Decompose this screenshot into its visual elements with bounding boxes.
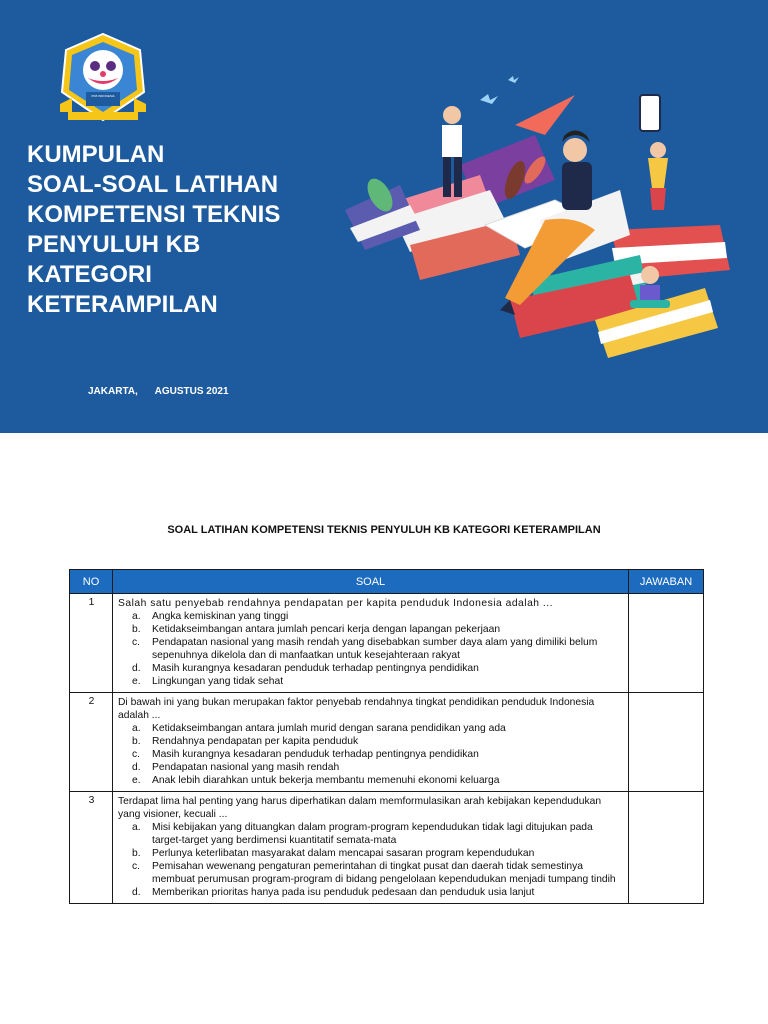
option-letter: a. [132, 723, 141, 734]
option-letter: a. [132, 611, 141, 622]
cover-title [27, 140, 347, 320]
option-text: Pendapatan nasional yang masih rendah yang disebabkan sumber daya alam yang dimiliki belum sepenuhnya dikelola dan di manfaatkan untuk kesejahteraan rakyat [152, 637, 598, 661]
option-text: Angka kemiskinan yang tinggi [152, 611, 289, 622]
answer-cell[interactable] [629, 693, 704, 792]
cover-title-line: SOAL-SOAL LATIHAN [27, 171, 279, 198]
cover-title-line: PENYULUH KB [27, 231, 201, 258]
answer-cell[interactable] [629, 594, 704, 693]
option-item [132, 636, 624, 662]
books-illustration [340, 70, 730, 360]
option-list [132, 821, 624, 899]
option-letter: c. [132, 749, 141, 760]
option-item [132, 735, 624, 748]
dateline [88, 386, 229, 397]
option-list [132, 722, 624, 787]
option-text: Perlunya keterlibatan masyarakat dalam mencapai sasaran program kependudukan [152, 848, 535, 859]
table-header-row [70, 570, 704, 594]
option-list [132, 610, 624, 688]
column-header-jawaban: JAWABAN [629, 570, 704, 594]
option-item [132, 821, 624, 847]
option-letter: d. [132, 762, 141, 773]
question-text: Di bawah ini yang bukan merupakan faktor penyebab rendahnya tingkat pendidikan penduduk Indonesia adalah ... [118, 697, 595, 721]
option-item [132, 886, 624, 899]
option-item [132, 774, 624, 787]
option-item [132, 722, 624, 735]
option-text: Anak lebih diarahkan untuk bekerja membantu memenuhi ekonomi keluarga [152, 775, 500, 786]
dateline-date: AGUSTUS 2021 [154, 386, 229, 397]
table-row [70, 594, 704, 693]
option-item [132, 847, 624, 860]
cover-title-line: KETERAMPILAN [27, 291, 218, 318]
column-header-no: NO [70, 570, 113, 594]
cover-title-line: KOMPETENSI TEKNIS [27, 201, 281, 228]
option-text: Pendapatan nasional yang masih rendah [152, 762, 340, 773]
answer-cell[interactable] [629, 792, 704, 904]
option-text: Ketidakseimbangan antara jumlah murid dengan sarana pendidikan yang ada [152, 723, 506, 734]
question-cell [113, 792, 629, 904]
question-text: Salah satu penyebab rendahnya pendapatan per kapita penduduk Indonesia adalah ... [118, 598, 553, 609]
option-letter: c. [132, 637, 141, 648]
question-number: 1 [70, 594, 113, 693]
option-text: Masih kurangnya kesadaran penduduk terhadap pentingnya pendidikan [152, 749, 479, 760]
dateline-city: JAKARTA, [88, 386, 138, 397]
question-cell [113, 693, 629, 792]
option-letter: c. [132, 861, 141, 872]
option-letter: b. [132, 736, 141, 747]
question-text: Terdapat lima hal penting yang harus diperhatikan dalam memformulasikan arah kebijakan kependudukan yang visioner, kecuali ... [118, 796, 602, 820]
option-letter: e. [132, 676, 141, 687]
option-letter: d. [132, 887, 141, 898]
table-row [70, 792, 704, 904]
option-item [132, 748, 624, 761]
option-text: Memberikan prioritas hanya pada isu penduduk pedesaan dan penduduk usia lanjut [152, 887, 535, 898]
cover-title-line: KATEGORI [27, 261, 152, 288]
option-item [132, 675, 624, 688]
option-item [132, 610, 624, 623]
option-item [132, 623, 624, 636]
option-item [132, 662, 624, 675]
option-letter: b. [132, 624, 141, 635]
logo-text: PKB INDONESIA [91, 94, 115, 98]
option-letter: d. [132, 663, 141, 674]
document-title: SOAL LATIHAN KOMPETENSI TEKNIS PENYULUH KB KATEGORI KETERAMPILAN [167, 524, 601, 536]
option-letter: a. [132, 822, 141, 833]
option-text: Ketidakseimbangan antara jumlah pencari kerja dengan lapangan pekerjaan [152, 624, 501, 635]
cover-banner [0, 0, 768, 433]
option-text: Lingkungan yang tidak sehat [152, 676, 284, 687]
question-number: 2 [70, 693, 113, 792]
option-text: Masih kurangnya kesadaran penduduk terhadap pentingnya pendidikan [152, 663, 479, 674]
questions-table [69, 569, 704, 904]
question-number: 3 [70, 792, 113, 904]
option-text: Rendahnya pendapatan per kapita penduduk [152, 736, 359, 747]
option-letter: e. [132, 775, 141, 786]
option-item [132, 761, 624, 774]
option-item [132, 860, 624, 886]
column-header-soal: SOAL [113, 570, 629, 594]
option-text: Pemisahan wewenang pengaturan pemerintahan di tingkat pusat dan daerah tidak semestinya membuat perumusan program-program di bidang pengelolaan kependudukan menjadi tumpang tindih [152, 861, 616, 885]
logo-emblem [58, 32, 148, 124]
cover-title-line: KUMPULAN [27, 141, 165, 168]
question-cell [113, 594, 629, 693]
table-row [70, 693, 704, 792]
option-text: Misi kebijakan yang dituangkan dalam program-program kependudukan tidak lagi ditujukan pada target-target yang berdimensi kuantitatif semata-mata [152, 822, 593, 846]
option-letter: b. [132, 848, 141, 859]
